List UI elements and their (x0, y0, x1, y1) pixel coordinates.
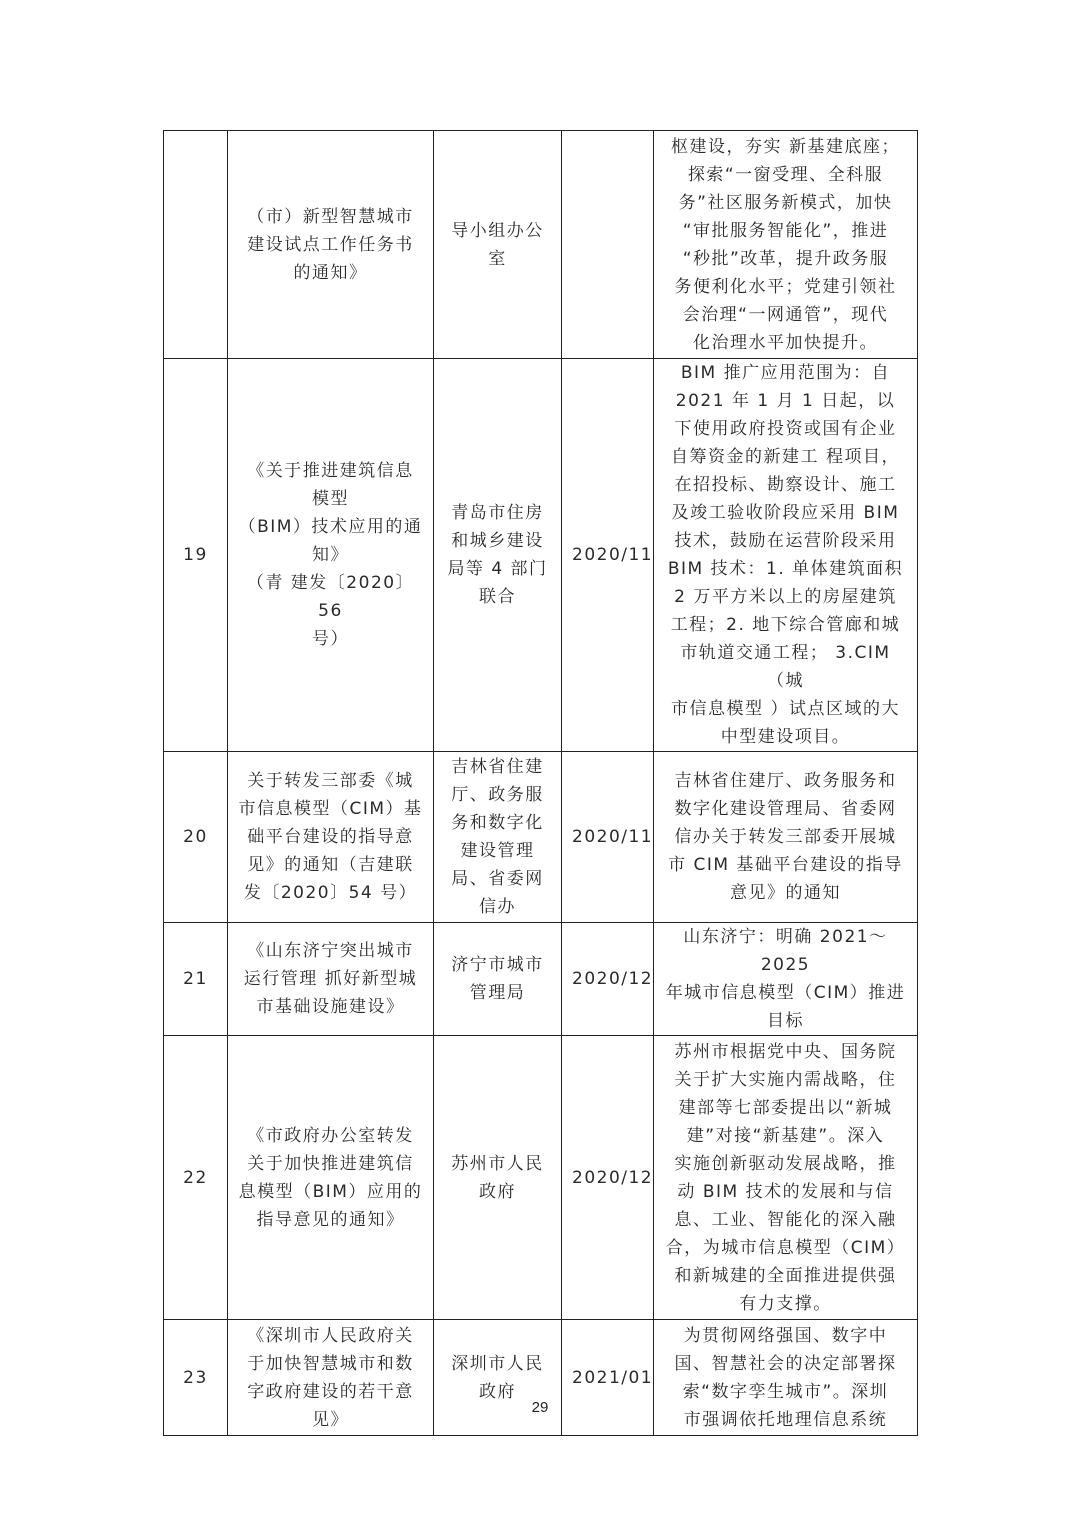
issuing-department (434, 359, 562, 752)
issuing-department (434, 752, 562, 923)
document-title-text: 《山东济宁突出城市 运行管理 抓好新型城 市基础设施建设》 (243, 941, 418, 1017)
issuing-department-text: 吉林省住建 厅、政务服 务和数字化 建设管理 局、省委网 信办 (451, 757, 544, 917)
issuing-department-text: 导小组办公 室 (451, 220, 544, 269)
document-title (228, 131, 434, 359)
issuing-department (434, 131, 562, 359)
row-number: 23 (164, 1320, 228, 1436)
document-title-text: 关于转发三部委《城 市信息模型（CIM）基 础平台建设的指导意 见》的通知（吉建联 发〔2020〕54 号） (238, 771, 423, 903)
content-summary (654, 359, 918, 752)
page-number: 29 (531, 1399, 549, 1416)
content-summary (654, 131, 918, 359)
content-summary-text: 苏州市根据党中央、国务院 关于扩大实施内需战略，住 建部等七部委提出以“新城 建”对接“新基建”。深入 实施创新驱动发展战略，推 动 BIM 技术的发展和与信 息、工业、智能化的深入融 合，为城市信息模型（CIM） 和新城建的全面推进提供强 有力支撑。 (665, 1041, 906, 1314)
row-number: 22 (164, 1036, 228, 1320)
content-summary-text: BIM 推广应用范围为：自 2021 年 1 月 1 日起，以 下使用政府投资或国有企业 自筹资金的新建工 程项目， 在招投标、勘察设计、施工 及竣工验收阶段应采用 BIM 技术，鼓励在运营阶段采用 BIM 技术：1. 单体建筑面积 2 万平方米以上的房屋建筑 工程；2. 地下综合管廊和城 市轨道交通工程； 3.CIM（城 市信息模型 ）试点区域的大 中型建设项目。 (667, 363, 904, 747)
document-title-text: 《市政府办公室转发 关于加快推进建筑信 息模型（BIM）应用的 指导意见的通知》 (238, 1125, 423, 1230)
table-row (164, 1036, 918, 1320)
document-title (228, 1320, 434, 1436)
document-title-text: （市）新型智慧城市 建设试点工作任务书 的通知》 (247, 206, 414, 283)
issue-date: 2021/01 (562, 1320, 654, 1436)
issuing-department (434, 923, 562, 1036)
issue-date: 2020/11 (562, 752, 654, 923)
content-summary-text: 枢建设，夯实 新基建底座； 探索“一窗受理、全科服 务”社区服务新模式，加快 “审批服务智能化”，推进 “秒批”改革，提升政务服 务便利化水平；党建引领社 会治理“一网通管”，现代 化治理水平加快提升。 (671, 136, 900, 353)
issuing-department (434, 1036, 562, 1320)
issuing-department-text: 济宁市城市 管理局 (451, 955, 544, 1003)
document-title (228, 359, 434, 752)
policy-table (163, 130, 918, 1436)
table-row (164, 923, 918, 1036)
row-number (164, 131, 228, 359)
table-row (164, 1320, 918, 1436)
issue-date: 2020/12 (562, 923, 654, 1036)
table-row (164, 752, 918, 923)
issuing-department-text: 苏州市人民 政府 (451, 1153, 544, 1202)
issue-date: 2020/12 (562, 1036, 654, 1320)
document-title-text: 《关于推进建筑信息 模型 （BIM）技术应用的通 知》 （青 建发〔2020〕56 号） (238, 461, 423, 649)
row-number: 20 (164, 752, 228, 923)
content-summary (654, 923, 918, 1036)
row-number: 19 (164, 359, 228, 752)
document-title (228, 923, 434, 1036)
document-title (228, 1036, 434, 1320)
row-number: 21 (164, 923, 228, 1036)
issuing-department-text: 深圳市人民 政府 (451, 1353, 544, 1402)
content-summary (654, 1320, 918, 1436)
content-summary-text: 吉林省住建厅、政务服务和 数字化建设管理局、省委网 信办关于转发三部委开展城 市 CIM 基础平台建设的指导 意见》的通知 (668, 771, 903, 903)
content-summary-text: 为贯彻网络强国、数字中 国、智慧社会的决定部署探 索“数字孪生城市”。深圳 市强调依托地理信息系统 (674, 1325, 897, 1430)
issue-date (562, 131, 654, 359)
issuing-department (434, 1320, 562, 1436)
content-summary (654, 752, 918, 923)
document-title-text: 《深圳市人民政府关 于加快智慧城市和数 字政府建设的若干意 见》 (247, 1325, 414, 1430)
table-row (164, 359, 918, 752)
document-title (228, 752, 434, 923)
table-row (164, 131, 918, 359)
issuing-department-text: 青岛市住房 和城乡建设 局等 4 部门 联合 (447, 503, 548, 607)
issue-date: 2020/11 (562, 359, 654, 752)
content-summary (654, 1036, 918, 1320)
content-summary-text: 山东济宁：明确 2021～2025 年城市信息模型（CIM）推进 目标 (665, 927, 906, 1031)
